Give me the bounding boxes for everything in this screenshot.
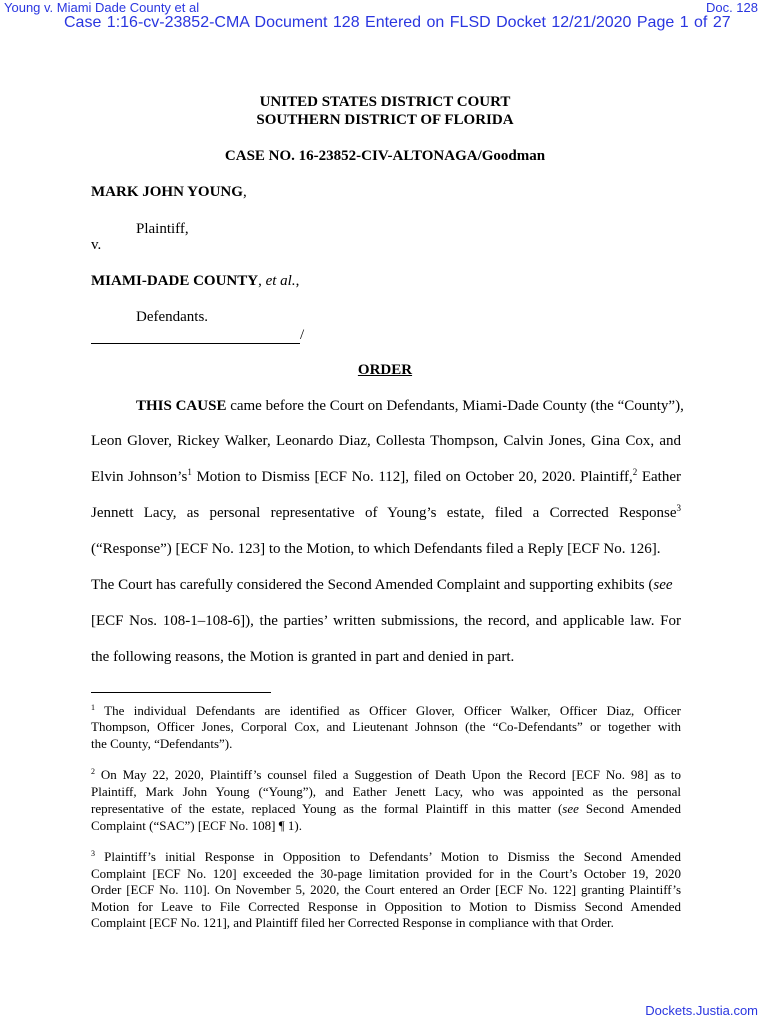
defendant-etal: et al. (265, 273, 296, 289)
body-line-3a: Elvin Johnson’s (91, 469, 188, 485)
body-line-7: [ECF Nos. 108-1–108-6]), the parties’ written submissions, the record, and applicable law. For (91, 613, 681, 629)
caption-slash: / (300, 327, 305, 343)
footnote-3-line-2: Complaint [ECF No. 120] exceeded the 30-page limitation provided for in the Court’s October 19, 2020 (91, 866, 681, 881)
body-line-1 (136, 398, 684, 415)
footnote-3-number: 3 (91, 849, 95, 858)
plaintiff-name: MARK JOHN YOUNG (91, 184, 243, 200)
ecf-case-header: Case 1:16-cv-23852-CMA Document 128 Entered on FLSD Docket 12/21/2020 Page 1 of 27 (64, 14, 731, 31)
footnote-2-number: 2 (91, 767, 95, 776)
footnote-2-line-4: Complaint (“SAC”) [ECF No. 108] ¶ 1). (91, 818, 302, 833)
plaintiff-caption (91, 184, 247, 201)
plaintiff-comma: , (242, 184, 247, 200)
footnote-1-number: 1 (91, 703, 95, 712)
see-signal: see (653, 577, 673, 593)
body-line-4 (91, 505, 681, 522)
footnote-ref-1[interactable]: 1 (187, 467, 192, 477)
versus: v. (91, 237, 102, 253)
justia-link[interactable]: Dockets.Justia.com (645, 1003, 758, 1018)
footnote-2-text-1: On May 22, 2020, Plaintiff’s counsel filed a Suggestion of Death Upon the Record [ECF No. 98] as to (95, 767, 681, 782)
footnote-3-line-1 (91, 849, 681, 865)
defendant-name: MIAMI-DADE COUNTY (91, 273, 259, 289)
footnote-separator (91, 692, 271, 693)
doc-number-link[interactable]: Doc. 128 (705, 0, 758, 15)
court-name: UNITED STATES DISTRICT COURT (259, 94, 511, 110)
body-line-2: Leon Glover, Rickey Walker, Leonardo Diaz, Collesta Thompson, Calvin Jones, Gina Cox, and (91, 433, 681, 449)
footnote-3-line-4: Motion for Leave to File Corrected Response in Opposition to Motion to Dismiss Second Amended (91, 899, 681, 914)
footnote-3-text-1: Plaintiff’s initial Response in Opposition to Defendants’ Motion to Dismiss the Second Amended (95, 849, 681, 864)
this-cause: THIS CAUSE (136, 398, 227, 414)
footnote-1-line-2: Thompson, Officer Jones, Corporal Cox, and Lieutenant Johnson (the “Co-Defendants” or together with (91, 719, 681, 734)
footnote-2-see: see (562, 801, 579, 816)
defendant-caption (91, 273, 299, 290)
footnote-3-line-5: Complaint [ECF No. 121], and Plaintiff filed her Corrected Response in compliance with that Order. (91, 915, 614, 930)
footnote-ref-3[interactable]: 3 (676, 503, 681, 513)
body-line-5: (“Response”) [ECF No. 123] to the Motion, to which Defendants filed a Reply [ECF No. 126]. (91, 541, 661, 557)
footnote-1-line-3: the County, “Defendants”). (91, 736, 233, 751)
footnote-ref-2[interactable]: 2 (632, 467, 638, 477)
footnote-1-line-1 (91, 703, 681, 719)
body-line-6a: The Court has carefully considered the Second Amended Complaint and supporting exhibits ( (91, 577, 654, 593)
defendant-sep: , (258, 273, 266, 289)
body-line-4a: Jennett Lacy, as personal representative of Young’s estate, filed a Corrected Response (91, 505, 677, 521)
plaintiff-role: Plaintiff, (136, 221, 189, 237)
defendant-comma: , (295, 273, 300, 289)
order-title: ORDER (357, 362, 413, 378)
footnote-2-line-3 (91, 801, 681, 817)
caption-rule (91, 343, 300, 344)
footnote-2-line-1 (91, 767, 681, 783)
body-line-3b: Motion to Dismiss [ECF No. 112], filed on October 20, 2020. Plaintiff, (191, 469, 633, 485)
body-line-1-text: came before the Court on Defendants, Miami-Dade County (the “County”), (226, 398, 684, 414)
body-line-3 (91, 469, 681, 486)
footnote-1-text-1: The individual Defendants are identified as Officer Glover, Officer Walker, Officer Diaz, Officer (95, 703, 681, 718)
body-line-8: the following reasons, the Motion is granted in part and denied in part. (91, 649, 515, 665)
body-line-6 (91, 577, 681, 594)
defendant-role: Defendants. (136, 309, 209, 325)
case-title-link[interactable]: Young v. Miami Dade County et al (4, 0, 200, 15)
footnote-2-text-3a: representative of the estate, replaced Young as the formal Plaintiff in this matter ( (91, 801, 563, 816)
court-district: SOUTHERN DISTRICT OF FLORIDA (256, 112, 514, 128)
body-line-3c: Eather (637, 469, 682, 485)
footnote-2-line-2: Plaintiff, Mark John Young (“Young”), and Eather Jenett Lacy, who was appointed as the personal (91, 784, 681, 799)
footnote-3-line-3: Order [ECF No. 110]. On November 5, 2020, the Court entered an Order [ECF No. 122] granting Plaintiff’s (91, 882, 681, 897)
footnote-2-text-3b: Second Amended (578, 801, 682, 816)
case-number: CASE NO. 16-23852-CIV-ALTONAGA/Goodman (224, 148, 546, 164)
